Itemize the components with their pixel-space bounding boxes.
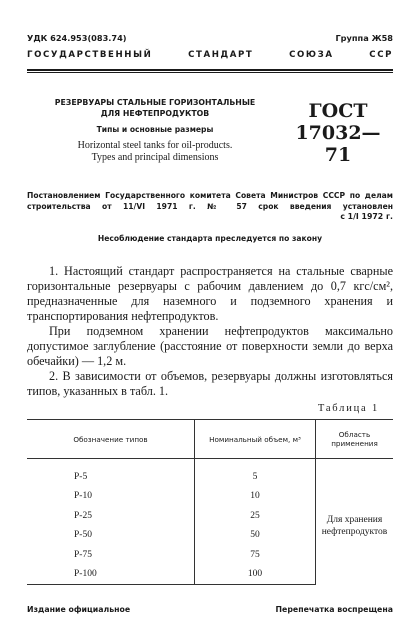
cell-volume: 25 [195,506,316,526]
cell-type: Р-100 [27,565,195,585]
cell-type: Р-10 [74,491,92,502]
title-line-2: ДЛЯ НЕФТЕПРОДУКТОВ [100,109,210,118]
official-edition-note: Издание официальное [27,605,131,614]
tank-types-table [27,419,393,585]
gost-label: ГОСТ [308,100,368,122]
cell-volume: 50 [195,526,316,546]
paragraph-2: При подземном хранении нефтепродуктов максимально допустимое заглубление (расстояние от поверхности земли до верха обечайки) — 1,2 м. [27,324,393,368]
decree-line-2: строительства от 11/VI 1971 г. № 57 срок введения установлен [27,202,393,211]
cell-type: Р-50 [74,530,92,541]
paragraph-3: 2. В зависимости от объемов, резервуары должны изготовляться типов, указанных в табл. 1. [27,369,393,398]
cell-type: Р-25 [74,510,92,521]
header-application: Область применения [316,420,394,459]
effective-date: с 1/I 1972 г. [340,212,393,221]
cell-type: Р-75 [74,549,92,560]
banner-rule-thick [27,69,393,71]
document-title [40,97,270,119]
table-row [27,459,393,487]
english-title-line-1: Horizontal steel tanks for oil-products. [77,140,233,151]
table-header-row [27,420,393,459]
title-line-1: РЕЗЕРВУАРЫ СТАЛЬНЫЕ ГОРИЗОНТАЛЬНЫЕ [54,98,256,107]
udk-code: УДК 624.953(083.74) [27,33,127,43]
cell-volume: 10 [195,487,316,507]
cell-application: Для хранения нефтепродуктов [316,459,394,585]
gost-designation [283,100,393,166]
english-title [40,140,270,164]
cell-volume: 100 [195,565,316,585]
paragraph-1: 1. Настоящий стандарт распространяется на стальные сварные горизонтальные резервуары с рабочим давлением до 0,7 кгс/см², предназначенные для наземного и подземного хранения и транспортирования нефтепродуктов. [27,264,393,323]
cell-volume: 5 [195,459,316,487]
document-subtitle: Типы и основные размеры [96,125,214,134]
header-volume: Номинальный объем, м³ [195,420,316,459]
standard-banner: ГОСУДАРСТВЕННЫЙ СТАНДАРТ СОЮЗА ССР [27,50,393,60]
decree-text [27,190,393,212]
header-type: Обозначение типов [27,420,195,459]
cell-type: Р-5 [74,471,88,482]
banner-rule-thin [27,72,393,73]
group-code: Группа Ж58 [335,33,393,43]
legal-notice: Несоблюдение стандарта преследуется по закону [97,234,323,243]
table-caption: Таблица 1 [317,403,379,414]
english-title-line-2: Types and principal dimensions [91,152,219,163]
body-text [27,264,393,399]
reprint-prohibited-note: Перепечатка воспрещена [275,605,393,614]
gost-number: 17032—71 [295,122,381,166]
decree-line-1: Постановлением Государственного комитета Совета Министров СССР по делам [27,191,393,200]
cell-volume: 75 [195,545,316,565]
